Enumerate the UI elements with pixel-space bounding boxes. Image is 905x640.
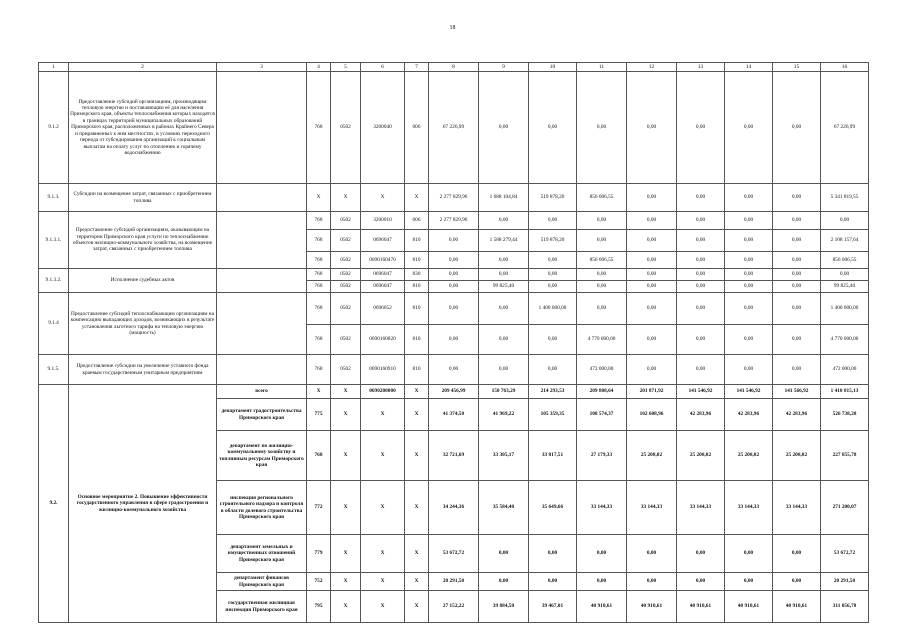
value-cell: 0,00 (677, 325, 725, 355)
value-cell: 27 152,22 (429, 591, 479, 623)
column-header: 13 (677, 63, 725, 72)
budget-table (38, 62, 869, 623)
value-cell: 0,00 (773, 230, 821, 252)
table-cell: 0502 (331, 230, 361, 252)
value-cell: 1 400 000,00 (529, 293, 577, 325)
value-cell: 0,00 (429, 281, 479, 293)
value-cell: 40 910,61 (677, 591, 725, 623)
value-cell: 42 283,96 (677, 399, 725, 431)
value-cell: 32 721,69 (429, 431, 479, 481)
table-cell: X (331, 431, 361, 481)
table-cell: X (331, 184, 361, 212)
value-cell: 0,00 (725, 573, 773, 591)
table-cell: 810 (405, 230, 429, 252)
value-cell: 209 456,99 (429, 385, 479, 399)
table-cell: 752 (307, 573, 331, 591)
value-cell: 0,00 (821, 212, 869, 230)
value-cell: 35 649,66 (529, 481, 577, 535)
table-row (39, 184, 869, 212)
value-cell: 4 770 000,00 (821, 325, 869, 355)
value-cell: 0,00 (773, 535, 821, 573)
table-cell: X (331, 591, 361, 623)
value-cell: 102 608,96 (627, 399, 677, 431)
value-cell: 227 855,78 (821, 431, 869, 481)
value-cell: 0,00 (479, 72, 529, 184)
value-cell: 0,00 (725, 72, 773, 184)
value-cell: 519 878,20 (529, 184, 577, 212)
column-header: 14 (725, 63, 773, 72)
value-cell: 20 291,50 (429, 573, 479, 591)
value-cell: 526 738,28 (821, 399, 869, 431)
table-cell: 795 (307, 591, 331, 623)
value-cell: 0,00 (773, 355, 821, 385)
value-cell: 5 341 819,55 (821, 184, 869, 212)
column-header: 8 (429, 63, 479, 72)
value-cell: 1 588 279,44 (479, 230, 529, 252)
value-cell: 0,00 (725, 212, 773, 230)
value-cell: 0,00 (773, 573, 821, 591)
table-cell: X (361, 481, 405, 535)
value-cell: 39 467,01 (529, 591, 577, 623)
value-cell: 33 817,51 (529, 431, 577, 481)
value-cell: 214 293,53 (529, 385, 577, 399)
column-header: 10 (529, 63, 577, 72)
column-header: 12 (627, 63, 677, 72)
value-cell: 0,00 (773, 281, 821, 293)
value-cell: 0,00 (725, 184, 773, 212)
value-cell: 35 584,40 (479, 481, 529, 535)
value-cell: 25 208,02 (725, 431, 773, 481)
department-name: государственная жилищная инспекция Приморского края (217, 591, 307, 623)
value-cell: 0,00 (479, 212, 529, 230)
table-cell: 0502 (331, 281, 361, 293)
value-cell: 0,00 (627, 325, 677, 355)
value-cell: 856 006,55 (577, 184, 627, 212)
value-cell: 40 910,61 (627, 591, 677, 623)
value-cell: 33 305,17 (479, 431, 529, 481)
item-number: 9.1.3.1. (39, 212, 69, 269)
value-cell: 67 226,99 (429, 72, 479, 184)
value-cell: 0,00 (627, 355, 677, 385)
value-cell: 4 770 000,00 (577, 325, 627, 355)
table-cell: 0696047 (361, 269, 405, 281)
table-cell: X (361, 184, 405, 212)
column-header: 6 (361, 63, 405, 72)
table-cell: 0502 (331, 252, 361, 269)
value-cell: 0,00 (577, 573, 627, 591)
column-header: 4 (307, 63, 331, 72)
value-cell: 105 359,35 (529, 399, 577, 431)
item-description: Субсидии на возмещение затрат, связанных с приобретением топлива (69, 184, 217, 212)
value-cell: 33 144,33 (677, 481, 725, 535)
value-cell: 0,00 (479, 269, 529, 281)
table-cell: 0690160820 (361, 325, 405, 355)
table-cell: X (361, 535, 405, 573)
table-cell: 0696047 (361, 281, 405, 293)
column-header: 5 (331, 63, 361, 72)
value-cell: 0,00 (479, 325, 529, 355)
value-cell: 0,00 (677, 184, 725, 212)
table-cell: 810 (405, 293, 429, 325)
value-cell: 1 688 104,84 (479, 184, 529, 212)
value-cell: 856 006,55 (821, 252, 869, 269)
table-cell (217, 72, 307, 184)
value-cell: 0,00 (725, 293, 773, 325)
value-cell: 0,00 (429, 252, 479, 269)
value-cell: 0,00 (677, 230, 725, 252)
value-cell: 0,00 (725, 325, 773, 355)
value-cell: 25 208,02 (677, 431, 725, 481)
value-cell: 0,00 (627, 212, 677, 230)
value-cell: 209 808,64 (577, 385, 627, 399)
table-cell (217, 355, 307, 385)
table-cell: 810 (405, 281, 429, 293)
table-cell: 0690200000 (361, 385, 405, 399)
value-cell: 141 546,92 (677, 385, 725, 399)
department-name: департамент по жилищно-коммунальному хозяйству и топливным ресурсам Приморского края (217, 431, 307, 481)
value-cell: 67 226,99 (821, 72, 869, 184)
value-cell: 0,00 (677, 355, 725, 385)
value-cell: 0,00 (627, 269, 677, 281)
table-cell: 0502 (331, 212, 361, 230)
value-cell: 0,00 (677, 281, 725, 293)
department-name: департамент земельных и имущественных отношений Приморского края (217, 535, 307, 573)
value-cell: 0,00 (479, 355, 529, 385)
value-cell: 33 144,33 (725, 481, 773, 535)
table-cell: X (405, 184, 429, 212)
value-cell: 99 825,40 (479, 281, 529, 293)
table-row (39, 385, 869, 399)
value-cell: 1 410 815,13 (821, 385, 869, 399)
table-cell: X (307, 385, 331, 399)
table-cell: 0696047 (361, 230, 405, 252)
value-cell: 0,00 (577, 281, 627, 293)
value-cell: 42 283,96 (773, 399, 821, 431)
value-cell: 53 672,72 (821, 535, 869, 573)
table-cell: 768 (307, 230, 331, 252)
value-cell: 0,00 (627, 252, 677, 269)
department-name: департамент градостроительства Приморского края (217, 399, 307, 431)
table-cell: X (331, 535, 361, 573)
value-cell: 0,00 (725, 281, 773, 293)
table-cell (217, 293, 307, 355)
table-cell: 779 (307, 535, 331, 573)
value-cell: 0,00 (529, 72, 577, 184)
column-header: 9 (479, 63, 529, 72)
table-cell: X (405, 591, 429, 623)
item-description: Предоставление субсидий организациям, оказывающим на территории Приморского края услуги по теплоснабжению объектов жилищно-коммунального хозяйства, на возмещение затрат, связанных с приобретением топлива (69, 212, 217, 269)
item-number: 9.2. (39, 385, 69, 623)
table-cell: 810 (405, 325, 429, 355)
table-cell (217, 269, 307, 293)
value-cell: 40 910,61 (577, 591, 627, 623)
table-cell: 768 (307, 269, 331, 281)
value-cell: 33 144,33 (627, 481, 677, 535)
value-cell: 0,00 (577, 293, 627, 325)
table-cell: X (331, 481, 361, 535)
table-cell: 0502 (331, 325, 361, 355)
value-cell: 0,00 (577, 212, 627, 230)
department-name: департамент финансов Приморского края (217, 573, 307, 591)
item-description: Основное мероприятие 2. Повышение эффективности государственного управления в сфере градостроения и жилищно-коммунального хозяйства (69, 385, 217, 623)
table-cell (217, 212, 307, 269)
value-cell: 0,00 (529, 535, 577, 573)
value-cell: 0,00 (677, 212, 725, 230)
table-row (39, 269, 869, 281)
table-cell: 3200010 (361, 212, 405, 230)
table-cell: X (405, 431, 429, 481)
table-cell: 0502 (331, 269, 361, 281)
table-cell: 006 (405, 212, 429, 230)
value-cell: 0,00 (627, 535, 677, 573)
column-header: 1 (39, 63, 69, 72)
value-cell: 0,00 (429, 230, 479, 252)
value-cell: 0,00 (529, 573, 577, 591)
value-cell: 0,00 (479, 252, 529, 269)
table-cell: 768 (307, 355, 331, 385)
table-cell: 768 (307, 72, 331, 184)
value-cell: 0,00 (677, 535, 725, 573)
item-number: 9.1.4 (39, 293, 69, 355)
table-cell: X (307, 184, 331, 212)
value-cell: 0,00 (429, 269, 479, 281)
item-description: Исполнение судебных актов (69, 269, 217, 293)
table-cell: X (405, 481, 429, 535)
table-cell: X (331, 573, 361, 591)
table-cell: X (361, 573, 405, 591)
value-cell: 472 000,00 (577, 355, 627, 385)
value-cell: 472 000,00 (821, 355, 869, 385)
value-cell: 311 056,78 (821, 591, 869, 623)
value-cell: 0,00 (577, 535, 627, 573)
value-cell: 39 884,50 (479, 591, 529, 623)
value-cell: 150 763,29 (479, 385, 529, 399)
value-cell: 0,00 (529, 355, 577, 385)
table-cell: X (405, 399, 429, 431)
column-header: 3 (217, 63, 307, 72)
table-cell: X (361, 399, 405, 431)
table-cell: X (361, 591, 405, 623)
table-row (39, 72, 869, 184)
value-cell: 0,00 (773, 252, 821, 269)
value-cell: 0,00 (577, 269, 627, 281)
table-cell: 768 (307, 252, 331, 269)
table-cell: 3200040 (361, 72, 405, 184)
value-cell: 1 400 000,00 (821, 293, 869, 325)
value-cell: 0,00 (627, 281, 677, 293)
value-cell: 108 574,37 (577, 399, 627, 431)
value-cell: 25 208,02 (773, 431, 821, 481)
table-cell: 0502 (331, 293, 361, 325)
table-cell (217, 184, 307, 212)
column-header: 7 (405, 63, 429, 72)
table-cell: 0690160910 (361, 355, 405, 385)
table-cell: 775 (307, 399, 331, 431)
table-cell: 830 (405, 269, 429, 281)
value-cell: 0,00 (429, 293, 479, 325)
value-cell: 0,00 (677, 72, 725, 184)
value-cell: 0,00 (677, 573, 725, 591)
table-cell: 768 (307, 293, 331, 325)
value-cell: 0,00 (577, 230, 627, 252)
value-cell: 41 969,22 (479, 399, 529, 431)
table-cell: X (331, 399, 361, 431)
table-cell: 768 (307, 212, 331, 230)
value-cell: 2 108 157,64 (821, 230, 869, 252)
item-number: 9.1.5. (39, 355, 69, 385)
value-cell: 0,00 (677, 269, 725, 281)
table-cell: 0696052 (361, 293, 405, 325)
value-cell: 856 006,55 (577, 252, 627, 269)
value-cell: 141 546,92 (725, 385, 773, 399)
value-cell: 0,00 (627, 293, 677, 325)
table-cell: X (405, 385, 429, 399)
value-cell: 0,00 (627, 573, 677, 591)
value-cell: 33 144,33 (577, 481, 627, 535)
value-cell: 25 208,02 (627, 431, 677, 481)
value-cell: 0,00 (725, 230, 773, 252)
value-cell: 42 283,96 (725, 399, 773, 431)
value-cell: 0,00 (773, 269, 821, 281)
table-cell: 0502 (331, 355, 361, 385)
table-cell: 768 (307, 325, 331, 355)
value-cell: 20 291,50 (821, 573, 869, 591)
table-row (39, 293, 869, 325)
value-cell: 0,00 (479, 293, 529, 325)
value-cell: 0,00 (479, 535, 529, 573)
table-cell: 0502 (331, 72, 361, 184)
value-cell: 0,00 (725, 252, 773, 269)
item-description: Предоставление субсидий теплоснабжающим организациям на компенсацию выпадающих доходов, возникающих в результате установления льготного тарифа на тепловую энергию (мощность) (69, 293, 217, 355)
table-cell: 0690160470 (361, 252, 405, 269)
value-cell: 34 244,36 (429, 481, 479, 535)
page-number: 18 (449, 25, 456, 31)
value-cell: 0,00 (577, 72, 627, 184)
value-cell: 40 910,61 (773, 591, 821, 623)
value-cell: 0,00 (725, 535, 773, 573)
value-cell: 0,00 (529, 281, 577, 293)
item-number: 9.1.3. (39, 184, 69, 212)
value-cell: 0,00 (627, 72, 677, 184)
value-cell: 0,00 (529, 269, 577, 281)
column-header: 16 (821, 63, 869, 72)
value-cell: 0,00 (725, 269, 773, 281)
table-cell: 772 (307, 481, 331, 535)
header-row (39, 63, 869, 72)
value-cell: 0,00 (773, 325, 821, 355)
table-cell: X (331, 385, 361, 399)
table-cell: 768 (307, 431, 331, 481)
table-cell: 810 (405, 252, 429, 269)
table-cell: 768 (307, 281, 331, 293)
value-cell: 0,00 (773, 212, 821, 230)
value-cell: 0,00 (725, 355, 773, 385)
value-cell: 0,00 (677, 252, 725, 269)
value-cell: 40 910,61 (725, 591, 773, 623)
table-row (39, 355, 869, 385)
value-cell: 0,00 (773, 293, 821, 325)
value-cell: 99 825,40 (821, 281, 869, 293)
department-name: инспекция регионального строительного надзора и контроля в области долевого строительства Приморского края (217, 481, 307, 535)
item-description: Предоставление субсидий организациям, производящим тепловую энергию и поставляющим её для населения Приморского края, объекты теплоснабжения которых находятся в границах территорий муниципальных образований Приморского края, расположенных в районах Крайнего Севера и приравненных к ним местностях, в условиях переходного периода от субсидирования организаций к социальным выплатам на оплату услуг по отоплению и горячему водоснабжению (69, 72, 217, 184)
value-cell: 0,00 (773, 72, 821, 184)
value-cell: 0,00 (627, 184, 677, 212)
value-cell: 0,00 (529, 325, 577, 355)
value-cell: 27 179,33 (577, 431, 627, 481)
value-cell: 0,00 (677, 293, 725, 325)
value-cell: 0,00 (479, 573, 529, 591)
department-name: всего (217, 385, 307, 399)
table-cell: 810 (405, 355, 429, 385)
value-cell: 41 374,50 (429, 399, 479, 431)
value-cell: 519 878,20 (529, 230, 577, 252)
value-cell: 2 277 829,96 (429, 212, 479, 230)
table-cell: X (361, 431, 405, 481)
value-cell: 53 672,72 (429, 535, 479, 573)
table-cell: 006 (405, 72, 429, 184)
value-cell: 0,00 (429, 325, 479, 355)
column-header: 2 (69, 63, 217, 72)
value-cell: 271 200,07 (821, 481, 869, 535)
value-cell: 0,00 (529, 252, 577, 269)
column-header: 11 (577, 63, 627, 72)
table-cell: X (405, 535, 429, 573)
value-cell: 33 144,33 (773, 481, 821, 535)
value-cell: 0,00 (627, 230, 677, 252)
column-header: 15 (773, 63, 821, 72)
item-number: 9.1.3.2. (39, 269, 69, 293)
item-number: 9.1.2 (39, 72, 69, 184)
table-cell: X (405, 573, 429, 591)
value-cell: 0,00 (773, 184, 821, 212)
value-cell: 201 871,92 (627, 385, 677, 399)
value-cell: 0,00 (529, 212, 577, 230)
value-cell: 141 566,92 (773, 385, 821, 399)
value-cell: 2 277 829,96 (429, 184, 479, 212)
value-cell: 0,00 (821, 269, 869, 281)
value-cell: 0,00 (429, 355, 479, 385)
table-row (39, 212, 869, 230)
item-description: Предоставление субсидии на увеличение уставного фонда краевым государственным унитарным предприятиям (69, 355, 217, 385)
